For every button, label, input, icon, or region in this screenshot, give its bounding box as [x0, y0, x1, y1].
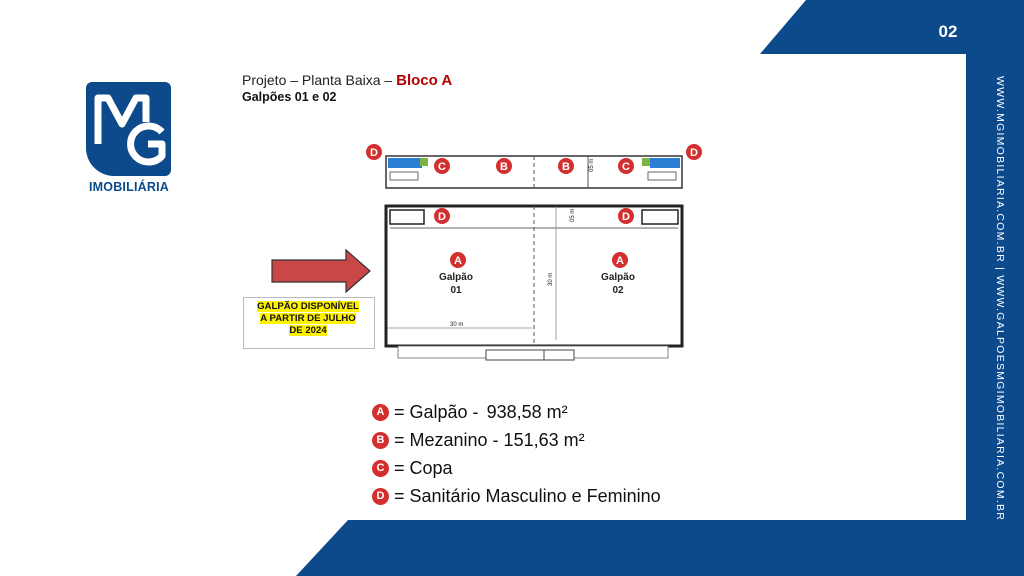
title-prefix: Projeto – Planta Baixa –: [242, 72, 397, 88]
badge-a-galpao-2-label: A: [616, 255, 624, 267]
legend-text-a: = Galpão -: [394, 401, 479, 422]
availability-notice-text: [250, 301, 366, 337]
bottom-band: [296, 520, 1024, 576]
website-links[interactable]: WWW.MGIMOBILIARIA.COM.BR | WWW.GALPOESMGIMOBILIARIA.COM.BR: [994, 76, 1006, 522]
width-dimension: 30 m: [450, 322, 464, 328]
mg-monogram-icon: [86, 82, 171, 176]
title-block: Bloco A: [396, 72, 453, 89]
badge-a-galpao-1-label: A: [454, 255, 462, 267]
ground-plan: [386, 206, 682, 360]
badge-d-right-ground-label: D: [622, 211, 630, 223]
legend-item-b: [372, 426, 661, 454]
top-right-band: [760, 0, 1024, 54]
logo-wordmark: IMOBILIÁRIA: [89, 180, 169, 194]
small-dimension: 05 m: [570, 208, 576, 222]
floor-plan: [360, 140, 710, 370]
legend-badge-a: A: [372, 404, 389, 421]
page-subtitle: Galpões 01 e 02: [242, 90, 337, 104]
legend-badge-d: D: [372, 488, 389, 505]
galpao-1-number: 01: [450, 285, 462, 296]
galpao-2-number: 02: [612, 285, 624, 296]
mezzanine-plan: [386, 156, 682, 188]
legend-text-d: = Sanitário Masculino e Feminino: [394, 485, 661, 506]
legend: [372, 398, 661, 510]
legend-item-d: [372, 482, 661, 510]
legend-badge-c: C: [372, 460, 389, 477]
badge-b-left-mezzanine-label: B: [500, 161, 508, 173]
badge-c-right-mezzanine-label: C: [622, 161, 630, 173]
badge-b-right-mezzanine-label: B: [562, 161, 570, 173]
legend-area-a: 938,58 m²: [486, 401, 568, 422]
badge-d-left-ground-label: D: [438, 211, 446, 223]
legend-badge-b: B: [372, 432, 389, 449]
logo: [86, 82, 171, 176]
mezzanine-dimension: 05 m: [589, 158, 595, 172]
depth-dimension: 30 m: [548, 272, 554, 286]
badge-d-left-mezzanine-label: D: [370, 147, 378, 159]
legend-text-b: = Mezanino - 151,63 m²: [394, 429, 585, 450]
legend-item-c: [372, 454, 661, 482]
galpao-2-label: Galpão: [601, 272, 635, 283]
legend-text-c: = Copa: [394, 457, 453, 478]
notice-line-2: A PARTIR DE JULHO: [260, 313, 356, 324]
page-title: [242, 72, 452, 89]
badge-c-left-mezzanine-label: C: [438, 161, 446, 173]
badge-d-right-mezzanine-label: D: [690, 147, 698, 159]
galpao-1-label: Galpão: [439, 272, 473, 283]
page-number: 02: [938, 22, 958, 41]
side-website-text[interactable]: [994, 76, 1008, 522]
notice-line-1: GALPÃO DISPONÍVEL: [257, 301, 359, 312]
legend-item-a: [372, 398, 661, 426]
pointer-arrow-icon: [270, 248, 374, 294]
notice-line-3: DE 2024: [289, 325, 327, 336]
